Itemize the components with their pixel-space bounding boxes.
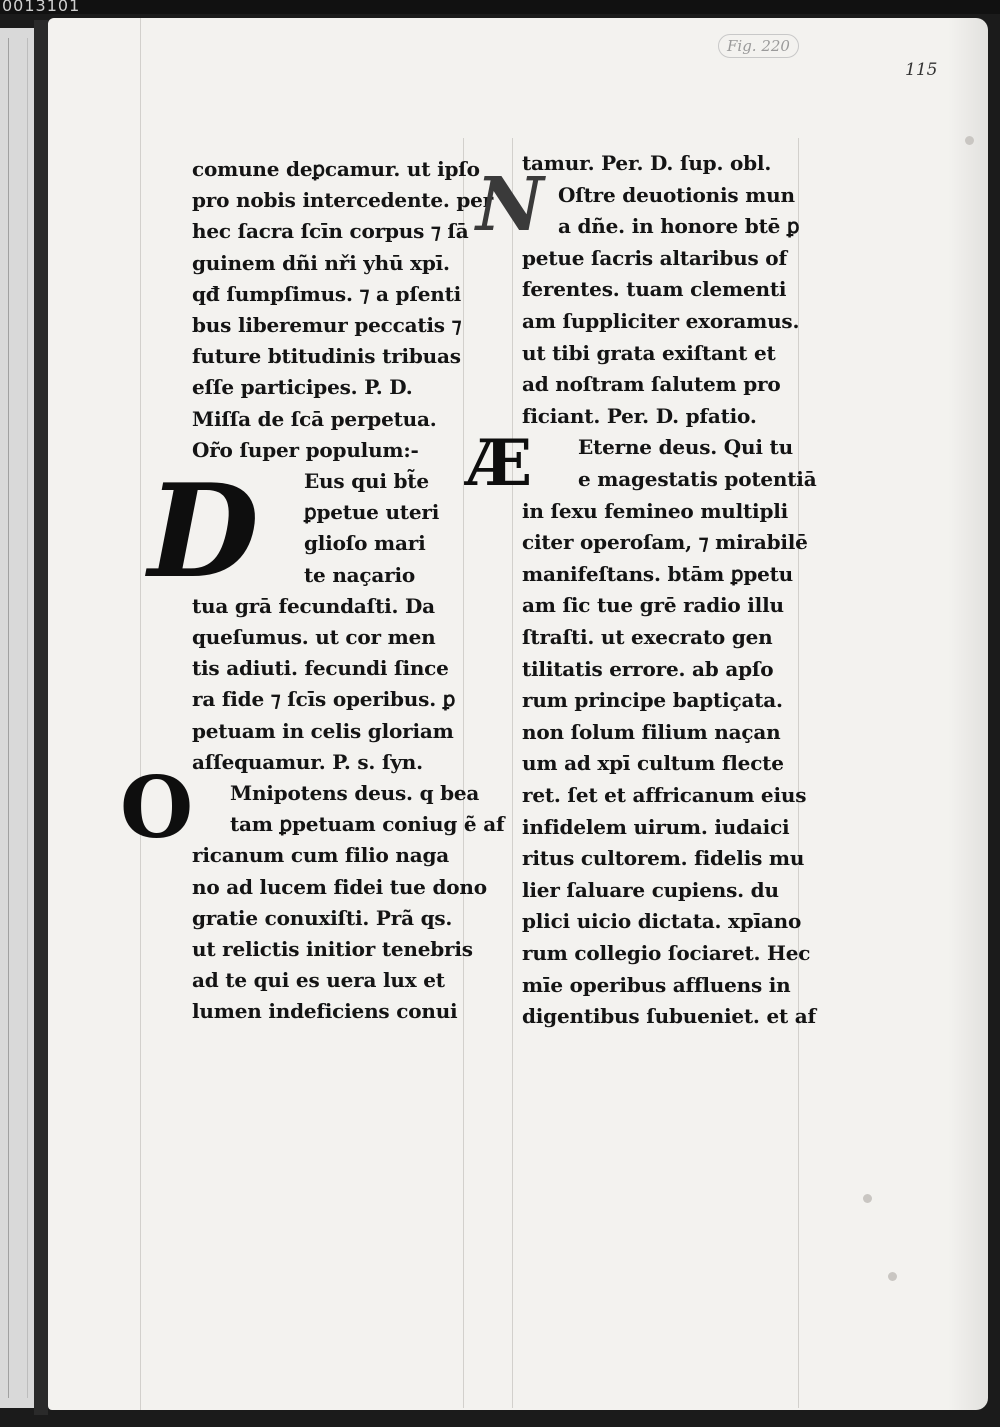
- text-line: tamur. Per. D. ſup. obl.: [522, 151, 772, 175]
- binding-gutter: [34, 20, 48, 1415]
- text-line: tilitatis errore. ab apſo: [522, 656, 774, 681]
- folio-number: 115: [905, 60, 938, 80]
- text-line: Eus qui bt̃e: [304, 469, 429, 493]
- text-line: Oſtre deuotionis mun: [558, 182, 795, 207]
- text-line: ritus cultorem. fidelis mu: [522, 846, 805, 871]
- text-line: um ad xpī cultum flecte: [522, 751, 784, 776]
- text-line: bus liberemur peccatis ⁊: [192, 313, 462, 337]
- text-line: queſumus. ut cor men: [192, 625, 436, 649]
- text-line: future btitudinis tribuas: [192, 344, 461, 369]
- text-line: petue ſacris altaribus of: [522, 245, 787, 270]
- decorated-initial-ae: Æ: [466, 426, 533, 501]
- text-line: ut tibi grata exiſtant et: [522, 340, 776, 365]
- text-line: in ſexu femineo multipli: [522, 498, 789, 523]
- text-line: Miſſa de ſcā perpetua.: [192, 406, 437, 431]
- text-line: citer operoſam, ⁊ mirabilē: [522, 530, 808, 555]
- text-line: glioſo mari: [304, 531, 426, 556]
- manuscript-page: [48, 18, 988, 1410]
- text-line: am ſic tue grē radio illu: [522, 593, 784, 618]
- text-line: mīe operibus affluens in: [522, 972, 791, 997]
- text-line: tam ꝑpetuam coniug ẽ af: [230, 812, 505, 837]
- text-line: gratie conuxiſti. Prã qs.: [192, 905, 453, 930]
- text-line: ricanum cum filio naga: [192, 843, 450, 868]
- text-line: te naçario: [304, 562, 416, 587]
- text-line: Eterne deus. Qui tu: [578, 435, 793, 460]
- text-line: digentibus ſubueniet. et af: [522, 1004, 816, 1029]
- text-line: hec ſacra ſcīn corpus ⁊ ſā: [192, 219, 469, 244]
- text-line: guinem dñi nři yhū xpī.: [192, 250, 450, 275]
- text-line: aſſequamur. P. s. ſyn.: [192, 749, 423, 774]
- text-line: plici uicio dictata. xpīano: [522, 909, 802, 934]
- text-line: lumen indeficiens conui: [192, 999, 458, 1024]
- text-line: Or̃o ſuper populum:-: [192, 437, 419, 462]
- scan-top-strip: [0, 0, 1000, 14]
- pencil-annotation: Fig. 220: [718, 34, 799, 58]
- decorated-initial-o: O: [120, 758, 194, 857]
- ruling-line: [140, 18, 141, 1410]
- text-line: a dñe. in honore btē ꝑ: [558, 214, 800, 239]
- paper-speck: [888, 1272, 897, 1281]
- text-line: no ad lucem fidei tue dono: [192, 874, 487, 899]
- text-line: pro nobis intercedente. per: [192, 188, 494, 213]
- text-line: comune deꝑcamur. ut ipſo: [192, 157, 480, 181]
- decorated-initial-d: D: [148, 457, 259, 607]
- text-line: non ſolum filium naçan: [522, 719, 781, 744]
- text-line: ꝑpetue uteri: [304, 500, 440, 525]
- text-line: tua grā fecundaſti. Da: [192, 593, 435, 618]
- text-line: tis adiuti. fecundi ſince: [192, 656, 449, 681]
- text-line: ad noſtram ſalutem pro: [522, 372, 781, 397]
- text-line: ficiant. Per. D. pfatio.: [522, 403, 757, 428]
- text-line: lier ſaluare cupiens. du: [522, 877, 779, 902]
- text-line: ut relictis initior tenebris: [192, 937, 473, 961]
- decorated-initial-n: N: [476, 162, 544, 248]
- text-line: ferentes. tuam clementi: [522, 277, 787, 302]
- scan-corner-label: 0013101: [2, 0, 81, 15]
- text-line: rum collegio ſociaret. Hec: [522, 941, 811, 965]
- text-line: am ſuppliciter exoramus.: [522, 309, 800, 333]
- text-line: infidelem uirum. iudaici: [522, 814, 790, 839]
- text-line: ſtraſti. ut execrato gen: [522, 625, 773, 649]
- text-line: rum principe baptiçata.: [522, 688, 783, 713]
- text-line: ad te qui es uera lux et: [192, 968, 445, 993]
- ruling-line: [463, 138, 464, 1408]
- paper-speck: [863, 1194, 872, 1203]
- ruling-line: [512, 138, 513, 1408]
- text-line: manifeſtans. btām ꝑpetu: [522, 561, 794, 586]
- previous-leaf-edge: [0, 28, 36, 1408]
- text-line: e magestatis potentiā: [578, 467, 817, 491]
- paper-speck: [965, 136, 974, 145]
- text-line: petuam in celis gloriam: [192, 718, 454, 743]
- text-line: Mnipotens deus. q bea: [230, 781, 480, 805]
- text-line: ra fide ⁊ ſcīs operibus. ꝑ: [192, 687, 456, 712]
- text-line: eſſe participes. P. D.: [192, 375, 413, 400]
- text-line: ret. ſet et affricanum eius: [522, 783, 807, 807]
- text-line: qđ ſumpſimus. ⁊ a pſenti: [192, 281, 462, 306]
